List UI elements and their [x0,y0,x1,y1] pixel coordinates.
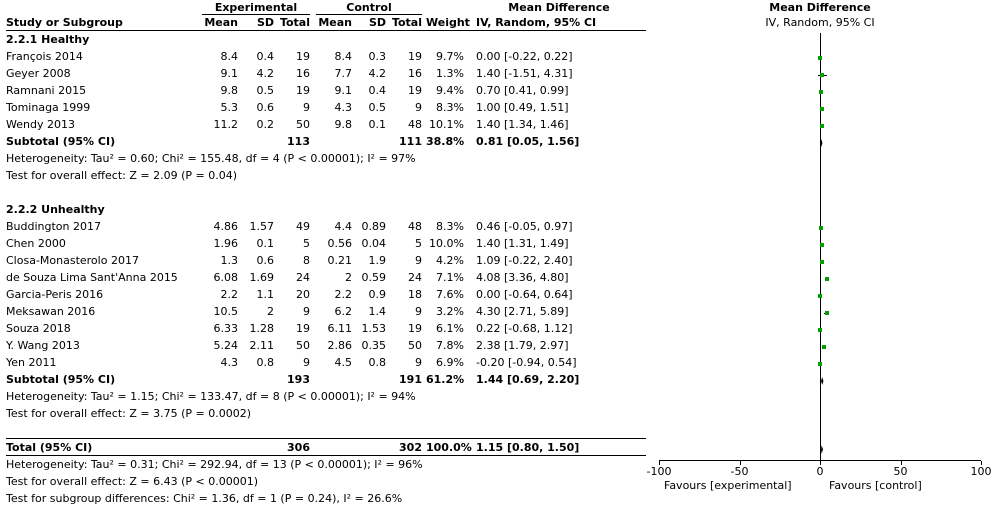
effect-estimate-marker [818,328,822,332]
row-weight: 8.3% [436,101,464,114]
row-mean-exp: 6.08 [213,271,238,284]
row-total-ctl: 9 [415,356,422,369]
row-mean-difference: 0.22 [-0.68, 1.12] [476,322,573,335]
row-mean-ctl: 4.3 [334,101,352,114]
row-sd-exp: 1.28 [249,322,274,335]
total-total-ctl: 302 [399,441,422,454]
row-sd-ctl: 0.5 [368,101,386,114]
row-sd-ctl: 0.3 [368,50,386,63]
row-total-exp: 19 [296,84,310,97]
rule-total-top [6,438,646,439]
subtotal-label: Subtotal (95% CI) [6,373,116,386]
row-study-name: Souza 2018 [6,322,71,335]
row-sd-exp: 0.4 [256,50,274,63]
row-sd-exp: 1.57 [249,220,274,233]
header-sd-exp: SD [256,16,274,29]
x-axis-tick-label: -100 [646,465,672,478]
rule-experimental [202,14,310,15]
row-mean-ctl: 2.2 [334,288,352,301]
row-sd-exp: 1.1 [256,288,274,301]
rule-total-bottom [6,455,646,456]
row-weight: 7.6% [436,288,464,301]
row-study-name: Ramnani 2015 [6,84,87,97]
subtotal-diamond [819,377,825,385]
row-study-name: Meksawan 2016 [6,305,96,318]
effect-estimate-marker [820,73,824,77]
x-axis-tick-label: -50 [730,465,749,478]
subgroup-heading: 2.2.1 Healthy [6,33,90,46]
row-mean-exp: 2.2 [220,288,238,301]
subgroup-overall-effect: Test for overall effect: Z = 2.09 (P = 0.04) [6,169,237,182]
rule-header-bottom [6,30,646,31]
effect-estimate-marker [818,294,822,298]
row-weight: 6.9% [436,356,464,369]
header-sd-ctl: SD [368,16,386,29]
row-total-exp: 50 [296,339,310,352]
row-total-exp: 19 [296,50,310,63]
total-overall-effect: Test for overall effect: Z = 6.43 (P < 0.00001) [6,475,258,488]
row-mean-exp: 4.86 [213,220,238,233]
row-sd-exp: 0.5 [256,84,274,97]
row-mean-difference: 4.30 [2.71, 5.89] [476,305,569,318]
plot-subtitle: IV, Random, 95% CI [765,16,875,29]
subgroup-differences: Test for subgroup differences: Chi² = 1.36, df = 1 (P = 0.24), I² = 26.6% [6,492,403,505]
row-sd-exp: 2.11 [249,339,274,352]
row-study-name: Garcia-Peris 2016 [6,288,104,301]
row-sd-exp: 1.69 [249,271,274,284]
header-total-exp: Total [279,16,310,29]
row-weight: 9.7% [436,50,464,63]
row-mean-exp: 1.96 [213,237,238,250]
row-sd-ctl: 0.1 [368,118,386,131]
favours-control-label: Favours [control] [829,479,922,492]
row-total-exp: 8 [303,254,310,267]
row-study-name: François 2014 [6,50,83,63]
row-sd-ctl: 1.9 [368,254,386,267]
subtotal-total-ctl: 191 [399,373,422,386]
row-sd-ctl: 1.4 [368,305,386,318]
favours-experimental-label: Favours [experimental] [664,479,792,492]
row-mean-ctl: 0.56 [327,237,352,250]
row-mean-difference: 1.40 [1.31, 1.49] [476,237,569,250]
subtotal-mean-difference: 0.81 [0.05, 1.56] [476,135,580,148]
total-mean-difference: 1.15 [0.80, 1.50] [476,441,580,454]
effect-estimate-marker [825,311,829,315]
subtotal-weight: 61.2% [426,373,465,386]
row-mean-difference: 4.08 [3.36, 4.80] [476,271,569,284]
row-mean-difference: 1.09 [-0.22, 2.40] [476,254,573,267]
row-total-exp: 9 [303,101,310,114]
row-total-ctl: 48 [408,220,422,233]
rule-control [316,14,422,15]
row-mean-difference: 0.46 [-0.05, 0.97] [476,220,573,233]
effect-estimate-marker [819,90,823,94]
row-mean-difference: -0.20 [-0.94, 0.54] [476,356,577,369]
subtotal-total-exp: 113 [287,135,310,148]
row-mean-difference: 0.70 [0.41, 0.99] [476,84,569,97]
effect-estimate-marker [820,260,824,264]
row-sd-ctl: 0.04 [361,237,386,250]
header-group-mean-difference: Mean Difference [508,1,610,14]
row-sd-ctl: 0.4 [368,84,386,97]
row-mean-exp: 5.3 [220,101,238,114]
row-mean-ctl: 6.11 [327,322,352,335]
row-total-ctl: 18 [408,288,422,301]
header-weight: Weight [426,16,470,29]
subgroup-heading: 2.2.2 Unhealthy [6,203,105,216]
row-total-ctl: 5 [415,237,422,250]
row-total-ctl: 16 [408,67,422,80]
row-mean-ctl: 9.8 [334,118,352,131]
row-total-ctl: 19 [408,84,422,97]
forest-plot-panel [646,0,992,527]
row-total-exp: 50 [296,118,310,131]
row-mean-exp: 9.8 [220,84,238,97]
x-axis-tick-label: 0 [816,465,824,478]
effect-estimate-marker [825,277,829,281]
row-total-exp: 9 [303,356,310,369]
effect-estimate-marker [820,243,824,247]
x-axis-tick-label: 50 [893,465,908,478]
header-study: Study or Subgroup [6,16,123,29]
x-axis-tick-label: 100 [970,465,992,478]
row-weight: 6.1% [436,322,464,335]
row-sd-ctl: 0.8 [368,356,386,369]
row-sd-ctl: 0.35 [361,339,386,352]
row-mean-ctl: 8.4 [334,50,352,63]
total-total-exp: 306 [287,441,310,454]
header-mean-ctl: Mean [318,16,352,29]
row-mean-exp: 1.3 [220,254,238,267]
row-total-ctl: 50 [408,339,422,352]
row-sd-exp: 0.1 [256,237,274,250]
row-mean-difference: 1.00 [0.49, 1.51] [476,101,569,114]
row-study-name: Chen 2000 [6,237,66,250]
row-weight: 3.2% [436,305,464,318]
row-mean-ctl: 6.2 [334,305,352,318]
row-total-exp: 16 [296,67,310,80]
total-label: Total (95% CI) [6,441,93,454]
row-total-exp: 19 [296,322,310,335]
subtotal-label: Subtotal (95% CI) [6,135,116,148]
row-sd-exp: 0.6 [256,254,274,267]
row-mean-exp: 8.4 [220,50,238,63]
subgroup-heterogeneity: Heterogeneity: Tau² = 1.15; Chi² = 133.47, df = 8 (P < 0.00001); I² = 94% [6,390,416,403]
row-sd-exp: 0.2 [256,118,274,131]
subgroup-heterogeneity: Heterogeneity: Tau² = 0.60; Chi² = 155.48, df = 4 (P < 0.00001); I² = 97% [6,152,416,165]
effect-estimate-marker [820,107,824,111]
row-mean-difference: 0.00 [-0.64, 0.64] [476,288,573,301]
row-weight: 9.4% [436,84,464,97]
row-study-name: Tominaga 1999 [6,101,91,114]
row-total-exp: 5 [303,237,310,250]
effect-estimate-marker [819,226,823,230]
subtotal-diamond [818,139,824,147]
row-sd-ctl: 0.59 [361,271,386,284]
row-total-ctl: 9 [415,305,422,318]
row-sd-ctl: 4.2 [368,67,386,80]
row-mean-ctl: 0.21 [327,254,352,267]
row-mean-ctl: 2.86 [327,339,352,352]
row-study-name: Y. Wang 2013 [6,339,80,352]
row-study-name: de Souza Lima Sant'Anna 2015 [6,271,178,284]
header-total-ctl: Total [391,16,422,29]
row-mean-exp: 4.3 [220,356,238,369]
effect-estimate-marker [822,345,826,349]
row-weight: 8.3% [436,220,464,233]
row-weight: 10.1% [429,118,464,131]
row-sd-exp: 0.8 [256,356,274,369]
row-sd-exp: 4.2 [256,67,274,80]
row-total-ctl: 19 [408,322,422,335]
subgroup-overall-effect: Test for overall effect: Z = 3.75 (P = 0.0002) [6,407,251,420]
header-group-control: Control [346,1,392,14]
row-total-exp: 20 [296,288,310,301]
row-mean-exp: 9.1 [220,67,238,80]
row-study-name: Buddington 2017 [6,220,101,233]
row-mean-difference: 0.00 [-0.22, 0.22] [476,50,573,63]
total-weight: 100.0% [426,441,472,454]
row-sd-ctl: 0.9 [368,288,386,301]
total-heterogeneity: Heterogeneity: Tau² = 0.31; Chi² = 292.94, df = 13 (P < 0.00001); I² = 96% [6,458,423,471]
row-mean-ctl: 2 [345,271,352,284]
effect-estimate-marker [820,124,824,128]
row-sd-ctl: 0.89 [361,220,386,233]
row-mean-difference: 1.40 [1.34, 1.46] [476,118,569,131]
subtotal-mean-difference: 1.44 [0.69, 2.20] [476,373,580,386]
effect-estimate-marker [818,56,822,60]
row-weight: 1.3% [436,67,464,80]
row-weight: 7.8% [436,339,464,352]
subtotal-weight: 38.8% [426,135,465,148]
row-study-name: Yen 2011 [6,356,57,369]
row-sd-ctl: 1.53 [361,322,386,335]
row-weight: 10.0% [429,237,464,250]
row-mean-ctl: 4.5 [334,356,352,369]
row-total-ctl: 48 [408,118,422,131]
row-study-name: Geyer 2008 [6,67,71,80]
row-weight: 4.2% [436,254,464,267]
plot-title: Mean Difference [769,1,871,14]
row-mean-ctl: 7.7 [334,67,352,80]
row-mean-ctl: 9.1 [334,84,352,97]
effect-estimate-marker [818,362,822,366]
row-total-ctl: 9 [415,254,422,267]
row-mean-difference: 2.38 [1.79, 2.97] [476,339,569,352]
header-md-ci: IV, Random, 95% CI [476,16,597,29]
row-weight: 7.1% [436,271,464,284]
row-mean-exp: 6.33 [213,322,238,335]
row-total-ctl: 19 [408,50,422,63]
row-total-ctl: 24 [408,271,422,284]
header-group-experimental: Experimental [214,1,298,14]
row-total-exp: 24 [296,271,310,284]
row-sd-exp: 2 [267,305,274,318]
row-mean-exp: 11.2 [213,118,238,131]
row-sd-exp: 0.6 [256,101,274,114]
row-mean-difference: 1.40 [-1.51, 4.31] [476,67,573,80]
row-mean-exp: 10.5 [213,305,238,318]
header-mean-exp: Mean [204,16,238,29]
subtotal-total-exp: 193 [287,373,310,386]
row-mean-ctl: 4.4 [334,220,352,233]
subtotal-total-ctl: 111 [399,135,422,148]
total-diamond [819,445,825,454]
row-mean-exp: 5.24 [213,339,238,352]
row-study-name: Closa-Monasterolo 2017 [6,254,139,267]
row-total-exp: 9 [303,305,310,318]
row-total-exp: 49 [296,220,310,233]
row-study-name: Wendy 2013 [6,118,75,131]
row-total-ctl: 9 [415,101,422,114]
